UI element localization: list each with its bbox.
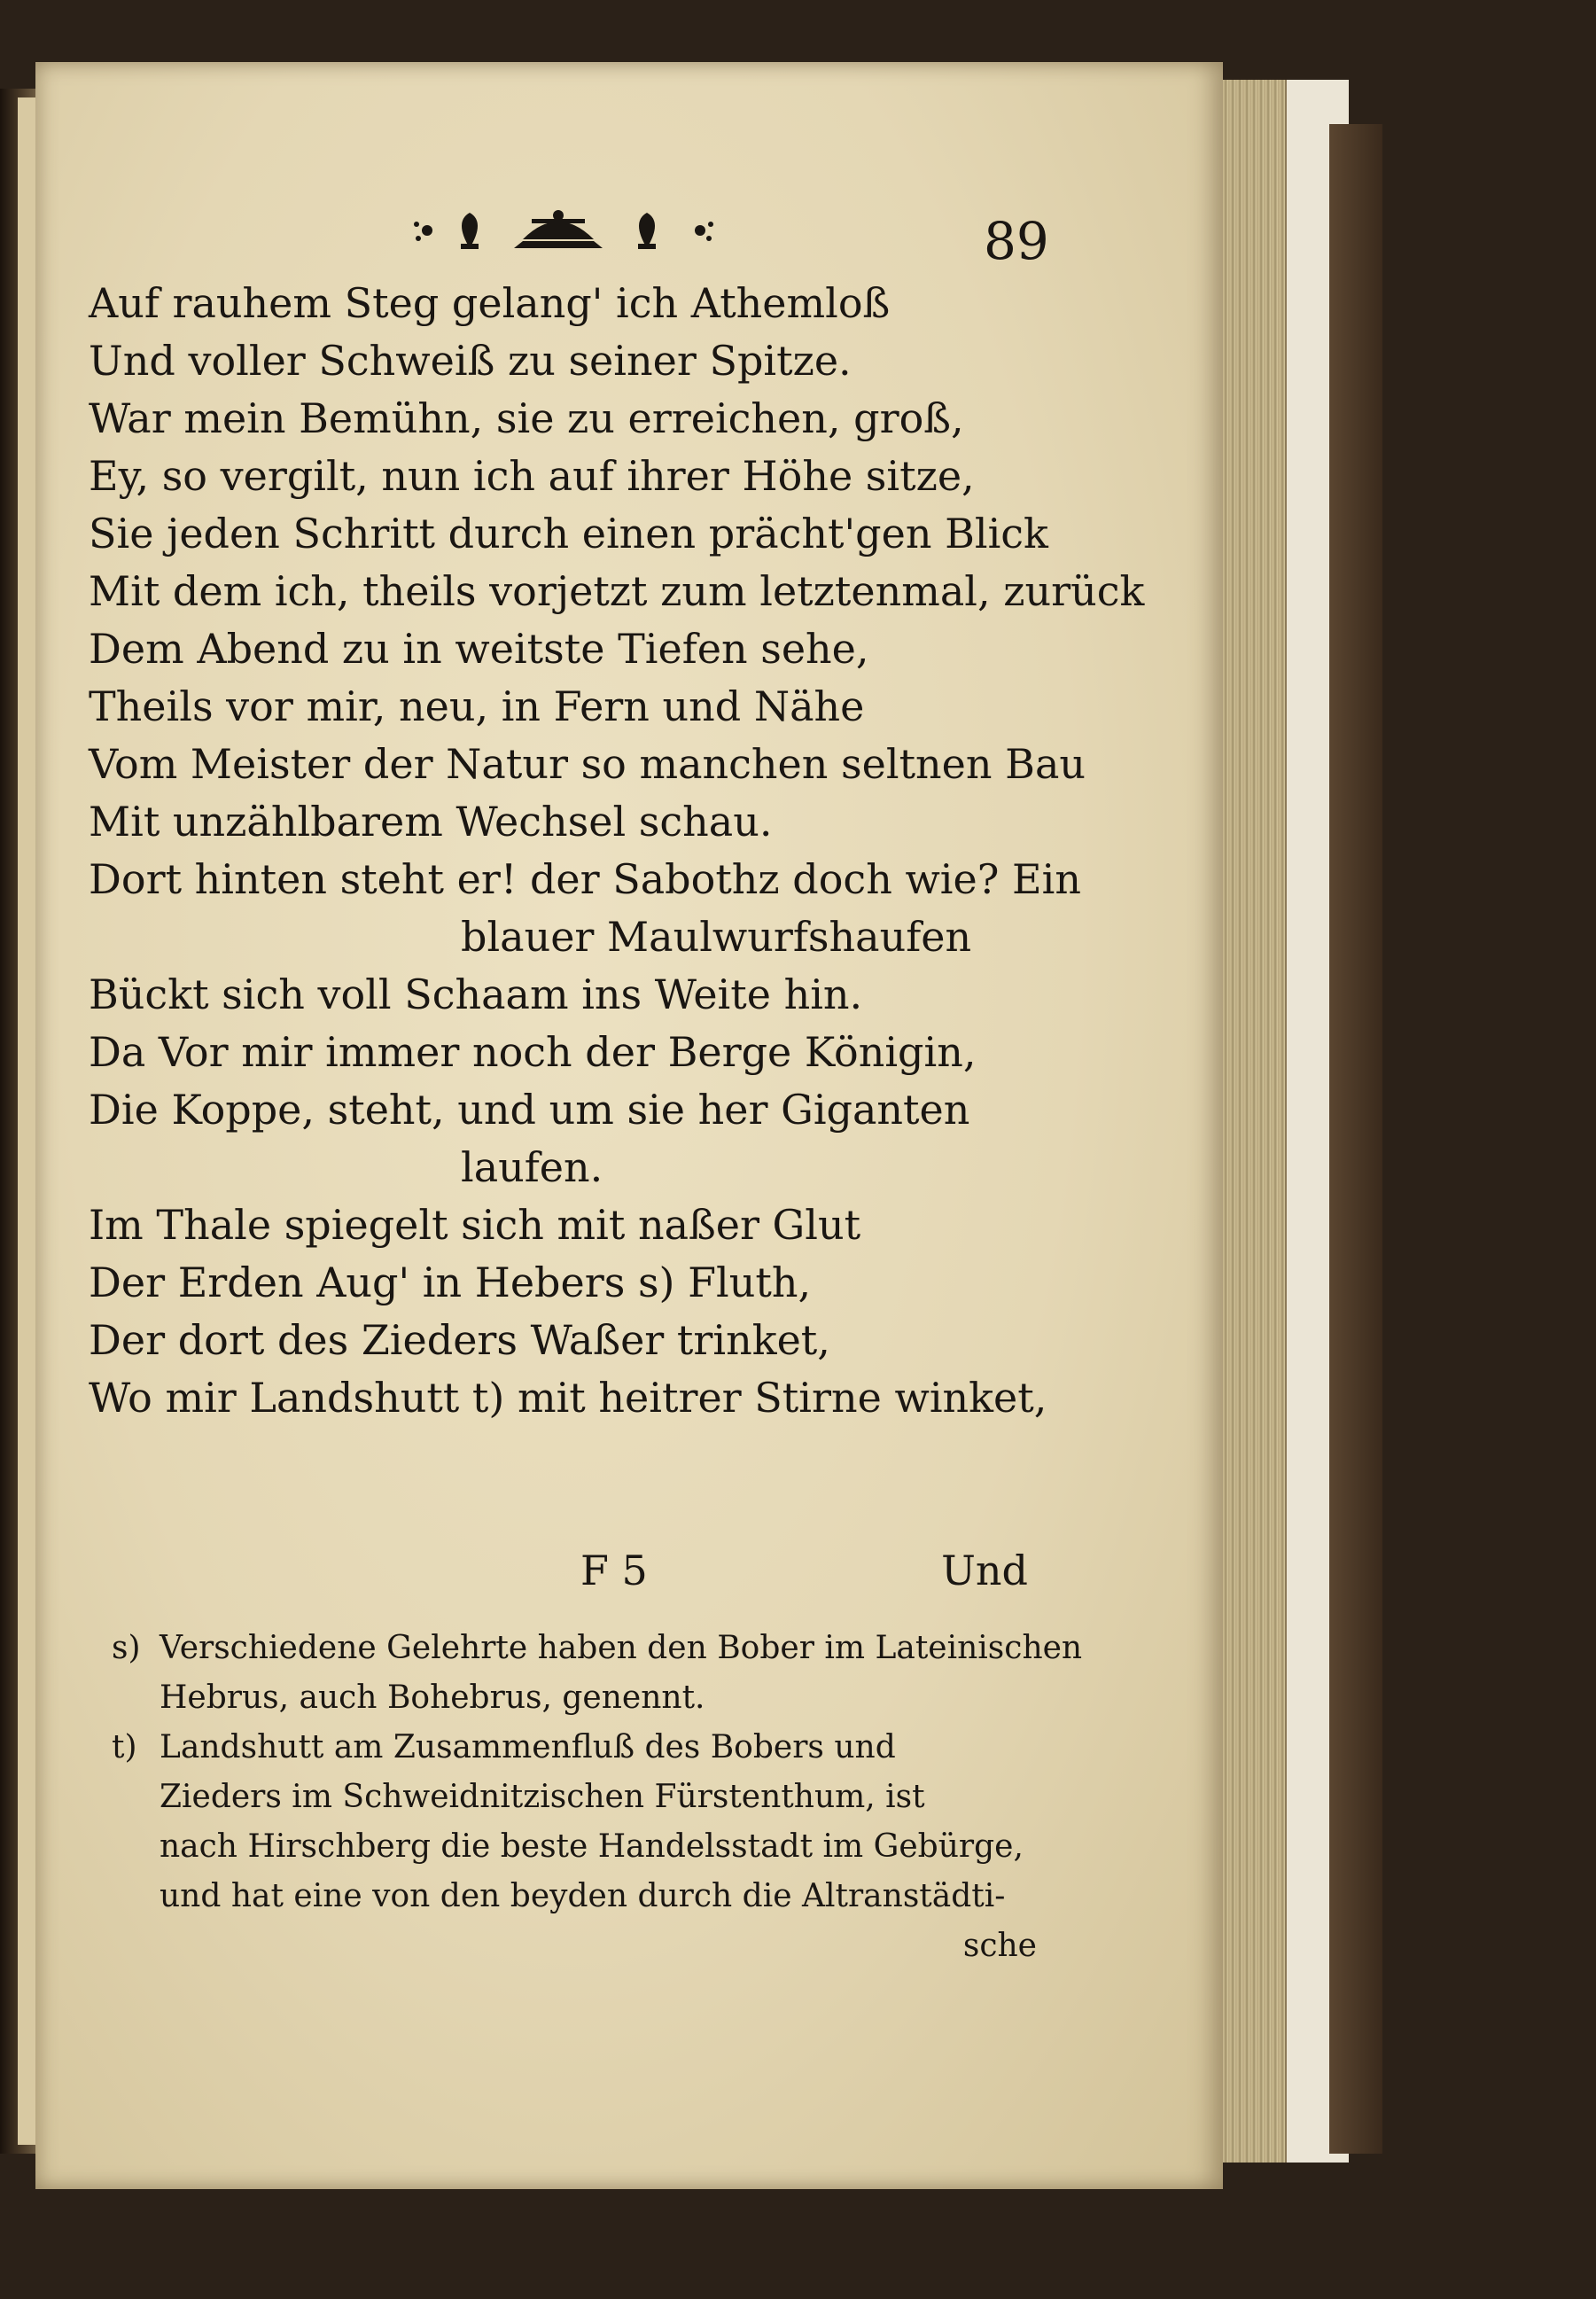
- verse-line: Dort hinten steht er! der Sabothz doch wie? Ein: [89, 855, 1081, 903]
- verse-line: Die Koppe, steht, und um sie her Giganten: [89, 1086, 970, 1134]
- footnote-line: nach Hirschberg die beste Handelsstadt im Gebürge,: [160, 1828, 1024, 1865]
- verse-line: Da Vor mir immer noch der Berge Königin,: [89, 1028, 977, 1076]
- verse-line: Bückt sich voll Schaam ins Weite hin.: [89, 970, 863, 1018]
- verse-line: Mit dem ich, theils vorjetzt zum letztenmal, zurück: [89, 567, 1145, 615]
- footnotes: [112, 1624, 1083, 1971]
- verse-line: Und voller Schweiß zu seiner Spitze.: [89, 337, 852, 385]
- left-page-leaf: [18, 97, 37, 2145]
- verse-line-continuation: laufen.: [461, 1143, 603, 1191]
- footnote-mark: s): [112, 1630, 141, 1666]
- verse-line: Vom Meister der Natur so manchen seltnen Bau: [89, 740, 1086, 788]
- verse-line: Sie jeden Schritt durch einen prächt'gen Blick: [89, 510, 1048, 557]
- signature-mark: F 5: [580, 1547, 648, 1594]
- footnote-line: und hat eine von den beyden durch die Altranstädti-: [160, 1878, 1006, 1914]
- verse-line: Dem Abend zu in weitste Tiefen sehe,: [89, 625, 869, 673]
- verse-line: Ey, so vergilt, nun ich auf ihrer Höhe sitze,: [89, 452, 975, 500]
- signature-row: [89, 1547, 1028, 1609]
- footnote-line: Zieders im Schweidnitzischen Fürstenthum, ist: [160, 1779, 925, 1815]
- footnote-line: Landshutt am Zusammenfluß des Bobers und: [160, 1729, 896, 1765]
- footnote-mark: t): [112, 1729, 137, 1765]
- verse-line: Mit unzählbarem Wechsel schau.: [89, 798, 773, 846]
- footnote-line: Verschiedene Gelehrte haben den Bober im Lateinischen: [160, 1630, 1083, 1666]
- footnote-line: Hebrus, auch Bohebrus, genennt.: [160, 1679, 705, 1716]
- floral-vignette-icon: [408, 199, 727, 261]
- verse-line: Theils vor mir, neu, in Fern und Nähe: [89, 682, 865, 730]
- footnote: [112, 1723, 1037, 1971]
- verse-line-continuation: blauer Maulwurfshaufen: [461, 913, 972, 961]
- book-cover: [1329, 124, 1382, 2154]
- page-number: 89: [984, 211, 1049, 271]
- verse-line: Im Thale spiegelt sich mit naßer Glut: [89, 1201, 861, 1249]
- page-stack-edge: [1214, 80, 1285, 2163]
- verse-line: Auf rauhem Steg gelang' ich Athemloß: [89, 279, 891, 327]
- verse-block: [89, 275, 1145, 1427]
- verse-line: War mein Bemühn, sie zu erreichen, groß,: [89, 394, 964, 442]
- verse-line: Der dort des Zieders Waßer trinket,: [89, 1316, 830, 1364]
- verse-line: Wo mir Landshutt t) mit heitrer Stirne winket,: [89, 1374, 1047, 1422]
- footnote-catchword: sche: [962, 1928, 1037, 1964]
- verse-line: Der Erden Aug' in Hebers s) Fluth,: [89, 1259, 812, 1306]
- footnote: [112, 1624, 1083, 1723]
- catchword: Und: [941, 1547, 1028, 1594]
